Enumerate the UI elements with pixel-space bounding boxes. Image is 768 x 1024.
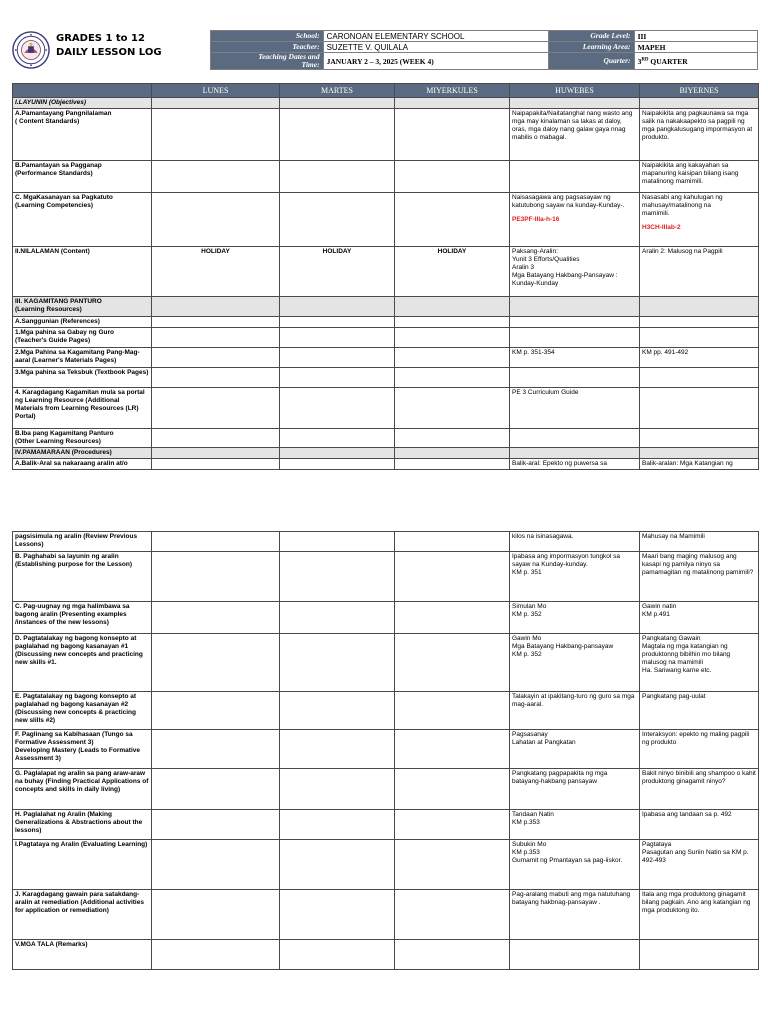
lesson-row (13, 692, 759, 730)
day-cell-biyernes (640, 98, 759, 109)
day-cell-lunes (152, 730, 280, 769)
quarter-label: Quarter: (549, 53, 634, 70)
cell-text: Bakit ninyo binibili ang shampoo o kahit produktong ginagamit ninyo? (642, 770, 756, 785)
day-cell-miyerkules (395, 328, 510, 348)
day-cell-huwebes (510, 297, 640, 317)
day-cell-lunes (152, 348, 280, 368)
day-cell-lunes (152, 769, 280, 810)
info-table (210, 30, 758, 70)
day-cell-martes (280, 890, 395, 940)
day-cell-huwebes (510, 730, 640, 769)
cell-text: Naisasagawa ang pagsasayaw ng katutubong sayaw na kunday-Kunday-. (512, 194, 625, 209)
document-header (12, 30, 758, 74)
day-cell-lunes (152, 940, 280, 970)
cell-text: Tandaan Natin KM p.353 (512, 811, 554, 826)
row-label: D. Pagtatalakay ng bagong konsepto at paglalahad ng bagong kasanayan #1 (Discussing new concepts and practicing new skills #1. (13, 634, 152, 692)
day-cell-lunes (152, 532, 280, 552)
day-cell-martes (280, 730, 395, 769)
quarter-ordinal: RD (641, 57, 649, 62)
cell-text: Naipapakita/Naitatanghal nang wasto ang mga may kinalaman sa lakas at daloy, oras, mga daloy nang galaw gaya nnag mabilis o mabagal. (512, 110, 633, 141)
day-cell-miyerkules (395, 317, 510, 328)
day-cell-biyernes (640, 368, 759, 388)
cell-text: Pangkatang Gawain Magtala ng mga katangian ng produktonng bibilhin mo bilang malusog na mamimili Ha. Sariwang karne etc. (642, 635, 731, 674)
day-cell-huwebes (510, 840, 640, 890)
competency-code: PE3PF-IIIa-h-16 (512, 216, 560, 223)
day-cell-lunes (152, 459, 280, 470)
cell-text: Itala ang mga produktong ginagamit bilang pagkain. Ano ang katangian ng mga produktong ito. (642, 891, 751, 914)
day-cell-lunes (152, 98, 280, 109)
day-cell-miyerkules (395, 109, 510, 161)
day-cell-martes (280, 602, 395, 634)
day-cell-martes (280, 840, 395, 890)
cell-text: Paksang-Aralin: Yunit 3 Efforts/Qualities Aralin 3 Mga Batayang Hakbang-Pansayaw : Kunday-Kunday (512, 248, 618, 287)
day-cell-lunes (152, 328, 280, 348)
day-cell-huwebes (510, 109, 640, 161)
row-label: C. Pag-uugnay ng mga halimbawa sa bagong aralin (Presenting examples /instances of the new lessons) (13, 602, 152, 634)
lesson-row (13, 193, 759, 247)
deped-seal-icon (12, 31, 50, 69)
day-cell-biyernes (640, 193, 759, 247)
row-label: A.Balik-Aral sa nakaraang aralin at/o (13, 459, 152, 470)
day-cell-miyerkules (395, 552, 510, 602)
day-cell-lunes (152, 429, 280, 448)
cell-text: Interaksyon: epekto ng maling pagpili ng produkto (642, 731, 750, 746)
dates-label (211, 53, 324, 70)
day-cell-miyerkules (395, 98, 510, 109)
day-cell-huwebes (510, 602, 640, 634)
lesson-row (13, 109, 759, 161)
day-cell-huwebes (510, 429, 640, 448)
row-label: J. Karagdagang gawain para satakdang-aralin at remediation (Additional activities for application or remediation) (13, 890, 152, 940)
cell-text: KM pp. 491-492 (642, 349, 689, 356)
cell-text: Pangkatang pag-uulat (642, 693, 706, 700)
day-cell-miyerkules (395, 634, 510, 692)
lesson-row (13, 730, 759, 769)
day-cell-miyerkules (395, 459, 510, 470)
day-cell-martes (280, 247, 395, 297)
day-cell-biyernes (640, 602, 759, 634)
day-header-row (13, 84, 759, 98)
lesson-row (13, 448, 759, 459)
dates-label-line-2: Time: (301, 60, 320, 69)
cell-text: KM p. 351-354 (512, 349, 555, 356)
cell-text: HOLIDAY (201, 248, 230, 255)
day-cell-miyerkules (395, 193, 510, 247)
day-cell-martes (280, 552, 395, 602)
row-label: A.Sanggunian (References) (13, 317, 152, 328)
cell-text: Balik-aral: Epekto ng puwersa sa (512, 460, 608, 467)
dates-label-line-1: Teaching Dates and (258, 52, 320, 61)
school-label: School: (211, 31, 324, 42)
row-label: B.Pamantayan sa Pagganap (Performance Standards) (13, 161, 152, 193)
day-cell-miyerkules (395, 368, 510, 388)
quarter-value (634, 53, 757, 70)
day-cell-miyerkules (395, 810, 510, 840)
day-cell-martes (280, 388, 395, 429)
day-cell-biyernes (640, 840, 759, 890)
lesson-row (13, 940, 759, 970)
col-header-huwebes: HUWEBES (510, 84, 640, 98)
day-cell-martes (280, 98, 395, 109)
cell-text: Naipakikita ang pagkaunawa sa mga salik na nakakaapekto sa pagpili ng mga pangkalusugang impormasyon at produkto. (642, 110, 753, 141)
day-cell-lunes (152, 368, 280, 388)
row-label: B. Paghahabi sa layunin ng aralin (Establishing purpose for the Lesson) (13, 552, 152, 602)
row-label: F. Paglinang sa Kabihasaan (Tungo sa Formative Assessment 3) Developing Mastery (Leads to Formative Assessment 3) (13, 730, 152, 769)
day-cell-biyernes (640, 328, 759, 348)
cell-text: Pag-aralang mabuti ang mga natutuhang batayang hakbnag-pansayaw . (512, 891, 631, 906)
cell-text: Simulan Mo KM p. 352 (512, 603, 547, 618)
day-cell-miyerkules (395, 429, 510, 448)
row-label: I.Pagtataya ng Aralin (Evaluating Learning) (13, 840, 152, 890)
day-cell-biyernes (640, 247, 759, 297)
day-cell-miyerkules (395, 161, 510, 193)
day-cell-huwebes (510, 448, 640, 459)
day-cell-miyerkules (395, 297, 510, 317)
lesson-row (13, 459, 759, 470)
lesson-row (13, 890, 759, 940)
day-cell-lunes (152, 810, 280, 840)
cell-text: Balik-aralan: Mga Katangian ng (642, 460, 733, 467)
day-cell-lunes (152, 890, 280, 940)
day-cell-huwebes (510, 769, 640, 810)
lesson-row (13, 840, 759, 890)
day-cell-huwebes (510, 161, 640, 193)
day-cell-martes (280, 368, 395, 388)
learning-area-label: Learning Area: (549, 42, 634, 53)
cell-text: PE 3 Curriculum Guide (512, 389, 579, 396)
row-label: 4. Karagdagang Kagamitan mula sa portal ng Learning Resource (Additional Materials from Learning Resources (LR) Portal) (13, 388, 152, 429)
competency-code: H3CH-IIIab-2 (642, 224, 681, 231)
day-cell-huwebes (510, 328, 640, 348)
day-cell-miyerkules (395, 602, 510, 634)
cell-text: Mahusay na Mamimili (642, 533, 705, 540)
cell-text: Gawin natin KM p.491 (642, 603, 677, 618)
row-label: 1.Mga pahina sa Gabay ng Guro (Teacher's Guide Pages) (13, 328, 152, 348)
col-header-lunes: LUNES (152, 84, 280, 98)
cell-text: Aralin 2: Malusog na Pagpili (642, 248, 723, 255)
lesson-row (13, 769, 759, 810)
quarter-number: 3 (637, 56, 642, 66)
row-label: I.LAYUNIN (Objectives) (13, 98, 152, 109)
day-cell-biyernes (640, 769, 759, 810)
quarter-word: QUARTER (648, 56, 688, 66)
lesson-row (13, 297, 759, 317)
day-cell-martes (280, 769, 395, 810)
lesson-row (13, 161, 759, 193)
day-cell-martes (280, 348, 395, 368)
grade-level-label: Grade Level: (549, 31, 634, 42)
day-cell-huwebes (510, 348, 640, 368)
day-cell-biyernes (640, 317, 759, 328)
day-cell-miyerkules (395, 730, 510, 769)
lesson-row (13, 328, 759, 348)
title-line-2: DAILY LESSON LOG (56, 47, 162, 58)
day-cell-huwebes (510, 247, 640, 297)
teacher-label: Teacher: (211, 42, 324, 53)
day-cell-miyerkules (395, 247, 510, 297)
day-cell-biyernes (640, 348, 759, 368)
day-cell-martes (280, 161, 395, 193)
day-cell-lunes (152, 317, 280, 328)
day-cell-martes (280, 429, 395, 448)
lesson-table-page-1 (12, 83, 759, 470)
row-label: G. Paglalapat ng aralin sa pang araw-araw na buhay (Finding Practical Applications of concepts and skills in daily living) (13, 769, 152, 810)
cell-text: HOLIDAY (437, 248, 467, 255)
school-value: CARONOAN ELEMENTARY SCHOOL (323, 31, 549, 42)
cell-text: Subukin Mo KM p.353 Gumamit ng Pmantayan sa pag-iiskor. (512, 841, 623, 864)
day-cell-biyernes (640, 634, 759, 692)
row-label: E. Pagtatalakay ng bagong konsepto at paglalahad ng bagong kasanayan #2 (Discussing new concepts & practicing new slills #2) (13, 692, 152, 730)
day-cell-biyernes (640, 940, 759, 970)
lesson-row (13, 348, 759, 368)
lesson-row (13, 634, 759, 692)
day-cell-biyernes (640, 810, 759, 840)
day-cell-martes (280, 297, 395, 317)
day-cell-lunes (152, 552, 280, 602)
cell-text: Maari bang maging malusog ang kasapi ng pamilya ninyo sa pamamagitan ng matalinong pamimili? (642, 553, 754, 576)
row-label: B.Iba pang Kagamitang Panturo (Other Learning Resources) (13, 429, 152, 448)
day-cell-martes (280, 532, 395, 552)
lesson-row (13, 368, 759, 388)
day-cell-lunes (152, 161, 280, 193)
day-cell-miyerkules (395, 940, 510, 970)
day-cell-martes (280, 317, 395, 328)
corner-header (13, 84, 152, 98)
day-cell-lunes (152, 692, 280, 730)
day-cell-lunes (152, 448, 280, 459)
row-label: A.Pamantayang Pangnilalaman ( Content Standards) (13, 109, 152, 161)
day-cell-miyerkules (395, 348, 510, 368)
day-cell-miyerkules (395, 769, 510, 810)
day-cell-huwebes (510, 552, 640, 602)
day-cell-biyernes (640, 448, 759, 459)
lesson-row (13, 317, 759, 328)
cell-text: Ipabasa ang impormasyon tungkol sa sayaw na Kunday-kunday. KM p. 351 (512, 553, 621, 576)
lesson-row (13, 810, 759, 840)
day-cell-martes (280, 940, 395, 970)
day-cell-biyernes (640, 459, 759, 470)
day-cell-biyernes (640, 692, 759, 730)
col-header-biyernes: BIYERNES (640, 84, 759, 98)
day-cell-huwebes (510, 317, 640, 328)
day-cell-biyernes (640, 388, 759, 429)
day-cell-martes (280, 459, 395, 470)
lesson-row (13, 98, 759, 109)
cell-text: kilos na isinasagawa. (512, 533, 574, 540)
day-cell-huwebes (510, 98, 640, 109)
day-cell-lunes (152, 193, 280, 247)
lesson-row (13, 602, 759, 634)
teacher-value: SUZETTE V. QUILALA (323, 42, 549, 53)
day-cell-huwebes (510, 810, 640, 840)
lesson-table-page-2 (12, 531, 759, 970)
cell-text: Gawin Mo Mga Batayang Hakbang-pansayaw KM p. 352 (512, 635, 614, 658)
day-cell-huwebes (510, 368, 640, 388)
day-cell-martes (280, 810, 395, 840)
dates-value: JANUARY 2 – 3, 2025 (WEEK 4) (323, 53, 549, 70)
day-cell-biyernes (640, 297, 759, 317)
day-cell-huwebes (510, 692, 640, 730)
cell-text: Talakayin at ipakitang-turo ng guro sa mga mag-aaral. (512, 693, 635, 708)
cell-text: Nasasabi ang kahulugan ng mahusay/matalinong na mamimili. (642, 194, 723, 217)
col-header-miyerkules: MIYERKULES (395, 84, 510, 98)
day-cell-biyernes (640, 890, 759, 940)
day-cell-huwebes (510, 890, 640, 940)
day-cell-miyerkules (395, 388, 510, 429)
day-cell-biyernes (640, 532, 759, 552)
day-cell-biyernes (640, 429, 759, 448)
row-label: 2.Mga Pahina sa Kagamitang Pang-Mag-aaral (Learner's Materials Pages) (13, 348, 152, 368)
day-cell-huwebes (510, 388, 640, 429)
title-line-1: GRADES 1 to 12 (56, 33, 145, 44)
day-cell-lunes (152, 840, 280, 890)
row-label: H. Paglalahat ng Aralin (Making Generalizations & Abstractions about the lessons) (13, 810, 152, 840)
row-label: IV.PAMAMARAAN (Procedures) (13, 448, 152, 459)
lesson-row (13, 388, 759, 429)
day-cell-biyernes (640, 552, 759, 602)
lesson-row (13, 532, 759, 552)
day-cell-lunes (152, 297, 280, 317)
cell-text: Naipakikita ang kakayahan sa mapanuring kaisipan bilang isang matalinong mamimili. (642, 162, 739, 185)
cell-text: Pangkatang pagpapakita ng mga batayang-hakbang pansayaw (512, 770, 608, 785)
day-cell-martes (280, 193, 395, 247)
day-cell-huwebes (510, 459, 640, 470)
day-cell-lunes (152, 109, 280, 161)
day-cell-martes (280, 328, 395, 348)
day-cell-biyernes (640, 109, 759, 161)
day-cell-martes (280, 448, 395, 459)
cell-text: Ipabasa ang tandaan sa p. 492 (642, 811, 732, 818)
day-cell-lunes (152, 388, 280, 429)
lesson-row (13, 429, 759, 448)
cell-text: Pagsasanay Lahatan at Pangkatan (512, 731, 576, 746)
day-cell-huwebes (510, 940, 640, 970)
day-cell-biyernes (640, 161, 759, 193)
day-cell-miyerkules (395, 692, 510, 730)
day-cell-martes (280, 692, 395, 730)
row-label: pagsisimula ng aralin (Review Previous Lessons) (13, 532, 152, 552)
day-cell-martes (280, 109, 395, 161)
day-cell-lunes (152, 634, 280, 692)
day-cell-miyerkules (395, 448, 510, 459)
grade-level-value: III (634, 31, 757, 42)
day-cell-lunes (152, 602, 280, 634)
day-cell-huwebes (510, 532, 640, 552)
day-cell-biyernes (640, 730, 759, 769)
day-cell-miyerkules (395, 532, 510, 552)
row-label: C. MgaKasanayan sa Pagkatuto (Learning Competencies) (13, 193, 152, 247)
day-cell-miyerkules (395, 840, 510, 890)
cell-text: Pagtataya Pasagutan ang Suriin Natin sa KM p. 492-493 (642, 841, 749, 864)
learning-area-value: MAPEH (634, 42, 757, 53)
row-label: 3.Mga pahina sa Teksbuk (Textbook Pages) (13, 368, 152, 388)
day-cell-lunes (152, 247, 280, 297)
lesson-row (13, 552, 759, 602)
day-cell-miyerkules (395, 890, 510, 940)
col-header-martes: MARTES (280, 84, 395, 98)
lesson-row (13, 247, 759, 297)
day-cell-martes (280, 634, 395, 692)
cell-text: HOLIDAY (322, 248, 352, 255)
day-cell-huwebes (510, 193, 640, 247)
day-cell-huwebes (510, 634, 640, 692)
row-label: III. KAGAMITANG PANTURO (Learning Resources) (13, 297, 152, 317)
row-label: II.NILALAMAN (Content) (13, 247, 152, 297)
log-title (56, 32, 210, 60)
row-label: V.MGA TALA (Remarks) (13, 940, 152, 970)
